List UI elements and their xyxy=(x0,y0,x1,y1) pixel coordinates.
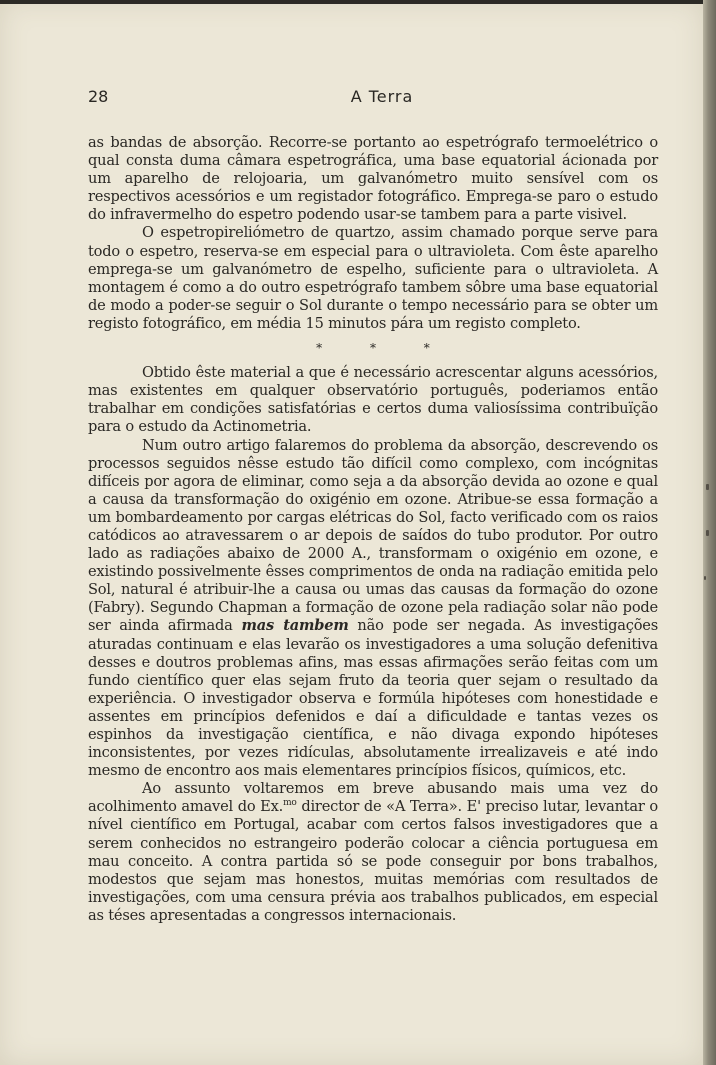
paragraph xyxy=(88,780,658,925)
paragraph: as bandas de absorção. Recorre-se portanto ao espetrógrafo termoelétrico o qual consta duma câmara espetrográfica, uma base equatorial ácionada por um aparelho de relojoaria, um galvanómetro muito sensível com os respectivos acessórios e um registador fotográfico. Emprega-se paro o estudo do infravermelho do espetro podendo usar-se tambem para a parte visivel. xyxy=(88,134,658,224)
binding-mark xyxy=(706,484,709,490)
binding-mark xyxy=(704,576,706,580)
paragraph-text: director de «A Terra». E' preciso lutar, levantar o nível científico em Portugal, acabar com certos falsos investigadores que a serem conhecidos no estrangeiro poderão colocar a ciência portuguesa em mau conceito. A contra partida só se pode conseguir por bons trabalhos, modestos que sejam mas honestos, muitas memórias com resultados de investigações, com uma censura prévia aos trabalhos publicados, em especial as téses apresentadas a congressos internacionais. xyxy=(88,798,658,924)
page-binding-edge xyxy=(703,0,716,1065)
section-separator: * * * xyxy=(316,341,452,356)
running-title: A Terra xyxy=(350,87,414,106)
emphasized-text: mas tambem xyxy=(241,617,349,635)
paragraph: O espetropireliómetro de quartzo, assim chamado porque serve para todo o espetro, reserva-se em especial para o ultravioleta. Com êste aparelho emprega-se um galvanómetro de espelho, suficiente para o ultravioleta. A montagem é como a do outro espetrógrafo tambem sôbre uma base equatorial de modo a poder-se seguir o Sol durante o tempo necessário para se obter um registo fotográfico, em média 15 minutos pára um registo completo. xyxy=(88,224,658,332)
paragraph-text: Ao assunto voltaremos em breve abusando mais uma vez do acolhimento amavel do Ex. xyxy=(88,780,658,816)
paragraph-text: não pode ser negada. As investigações aturadas continuam e elas levarão os investigadores a uma solução defenitiva desses e doutros problemas afins, mas essas afirmações serão feitas com um fundo científico quer elas sejam fruto da teoria quer sejam o resultado da experiência. O investigador observa e formúla hipóteses com honestidade e assentes em princípios defenidos e daí a dificuldade e tantas vezes os espinhos da investigação científica, e não divaga expondo hipóteses inconsistentes, por vezes ridículas, absolutamente irrealizaveis e até indo mesmo de encontro aos mais elementares princípios físicos, químicos, etc. xyxy=(88,617,659,780)
scan-top-edge xyxy=(0,0,716,4)
article-body xyxy=(88,134,658,925)
page-number: 28 xyxy=(88,87,109,106)
paragraph-text: Num outro artigo falaremos do problema da absorção, descrevendo os processos seguidos nêsse estudo tão difícil como complexo, com incógnitas difíceis por agora de eliminar, como seja a da absorção devida ao ozone e qual a causa da transformação do oxigénio em ozone. Atribue-se essa formação a um bombardeamento por cargas elétricas do Sol, facto verificado com os raios catódicos ao atravessarem o ar depois de saídos do tubo produtor. Por outro lado as radiações abaixo de 2000 A., transformam o oxigénio em ozone, e existindo possivelmente êsses comprimentos de onda na radiação emitida pelo Sol, natural é atribuir-lhe a causa ou umas das causas da formação do ozone (Fabry). Segundo Chapman a formação de ozone pela radiação solar não pode ser ainda afirmada xyxy=(88,436,658,635)
paragraph: Obtido êste material a que é necessário acrescentar alguns acessórios, mas existentes em qualquer observatório português, poderiamos então trabalhar em condições satisfatórias e certos duma valiosíssima contribuïção para o estudo da Actinometria. xyxy=(88,364,658,436)
superscript: mo xyxy=(283,798,297,809)
page-header xyxy=(88,87,656,109)
binding-mark xyxy=(706,530,709,536)
paragraph xyxy=(88,437,658,781)
